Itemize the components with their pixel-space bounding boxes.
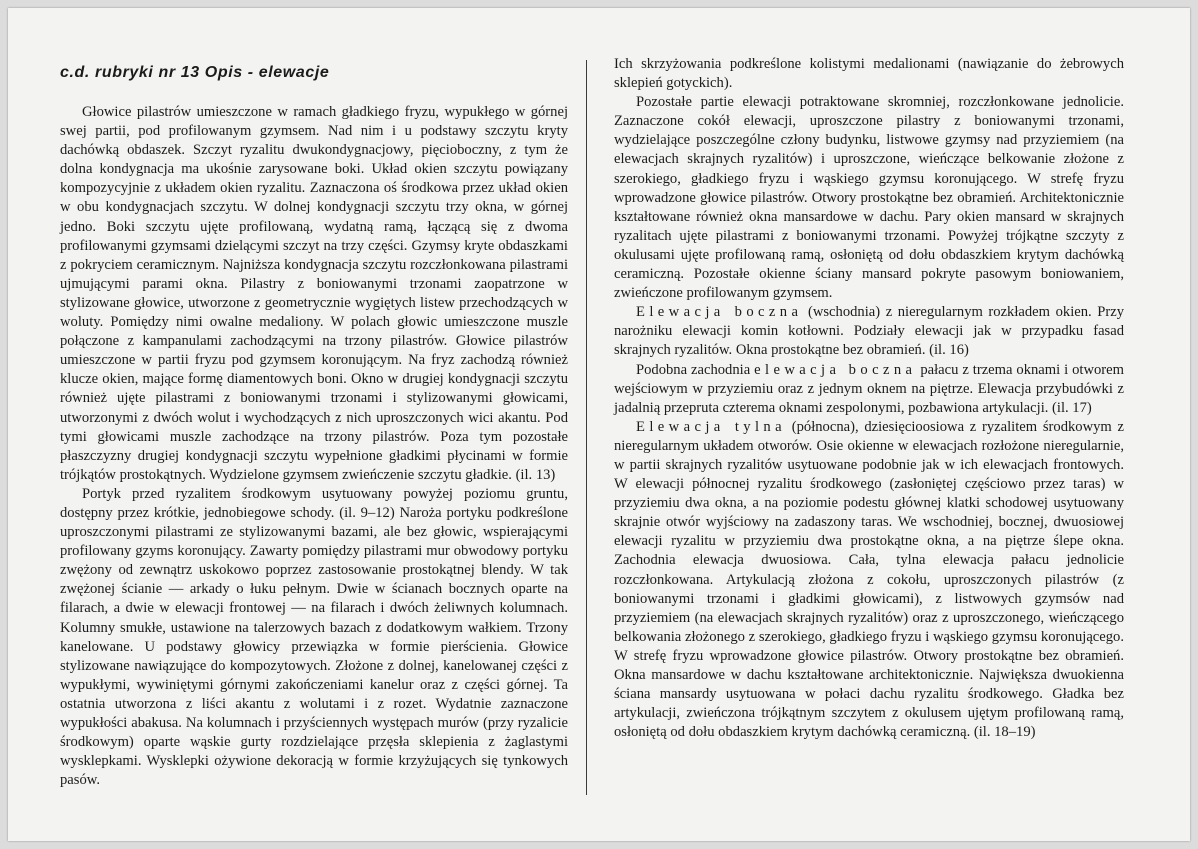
paragraph-continuation: Ich skrzyżowania podkreślone kolistymi medalionami (nawiązanie do żebrowych sklepień gotyckich). (614, 56, 1124, 92)
paragraph-other-parts: Pozostałe partie elewacji potraktowane skromniej, rozczłonkowane jednolicie. Zaznaczone cokół elewacji, uproszczone pilastry z boniowanymi trzonami, wydzielające poszczególne człony budynku, listwowe gzymsy nad przyziemiem (na elewacjach skrajnych ryzalitów) i uproszczone, wieńczące belkowanie złożone z szerokiego, gładkiego fryzu i wąskiego gzymsu koronującego. W strefę fryzu wprowadzone głowice pilastrów. Otwory prostokątne bez obramień. Architektonicznie kształtowane również okna mansardowe w dachu. Pary okien mansard w skrajnych ryzalitach ujęte pilastrami z boniowanymi trzonami. Powyżej trójkątne szczyty z okulusami ujęte profilowaną ramą, osłoniętą od dołu obdaszkiem krytym dachówką ceramiczną. Pozostałe okienne ściany mansard pokryte pasowym boniowaniem, zwieńczone profilowanym gzymsem. (614, 94, 1124, 302)
rear-elevation-text: (północna), dziesięcioosiowa z ryzalitem środkowym z nieregularnym układem otworów. Osie okienne w elewacjach rozłożone nieregularnie, w partii skrajnych ryzalitów usytuowane podobnie jak w ich elewacjach frontowych. W elewacji północnej ryzalitu środkowego (zasłoniętej częściowo przez taras) w przyziemiu dwa okna, a na poziomie podestu głównej klatki schodowej usytuowany skrajnie otwór wyjściowy na zadaszony taras. We wschodniej, bocznej, dwuosiowej elewacji ryzalitu w przyziemiu dwa prostokątne okna, a na piętrze ślepe okna. Zachodnia elewacja dwuosiowa. Cała, tylna elewacja pałacu jednolicie rozczłonkowana. Artykulacją złożona z cokołu, uproszczonych pilastrów (z boniowanymi trzonami i gładkimi głowicami), z listwowych gzymsów nad przyziemiem (na elewacjach skrajnych ryzalitów) oraz z uproszczonego, wieńczącego belkowania złożonego z szerokiego, gładkiego fryzu i wąskiego gzymsu koronującego. W strefę fryzu wprowadzone głowice pilastrów. Otwory prostokątne bez obramień. Okna mansardowe w dachu kształtowane architektonicznie. Największa dwuokienna ściana mansardy usytuowana w połaci dachu ryzalitu środkowego. Gładka bez artykulacji, zwieńczona trójkątnym szczytem z okulusem ujętym profilowaną ramą, osłoniętą od dołu obdaszkiem krytym dachówką ceramiczną. (il. 18–19) (614, 418, 1124, 741)
column-divider (586, 60, 587, 795)
paragraph-west-elevation (614, 361, 1124, 418)
west-elevation-text: pałacu z trzema oknami i otworem wejściowym w przyziemiu oraz z jednym oknem na piętrze. Elewacja przybudówki z jadalnią przepruta czterema oknami zespolonymi, pozbawiona artykulacji. (il. 17) (614, 361, 1124, 416)
east-elevation-lead: Elewacja boczna (636, 304, 803, 321)
document-page (8, 8, 1190, 841)
paragraph-portico: Portyk przed ryzalitem środkowym usytuowany powyżej poziomu gruntu, dostępny przez krótkie, jednobiegowe schody. (il. 9–12) Naroża portyku podkreślone uproszczonymi pilastrami ze stylizowanymi bazami, ale bez głowic, wspierającymi profilowany gzyms koronujący. Zawarty pomiędzy pilastrami mur obwodowy portyku zwężony od zewnątrz uskokowo poprzez zastosowanie prostokątnej blendy. W tak zwężonej ścianie — arkady o łuku pełnym. Dwie w ścianach bocznych oparte na filarach, a dwie w elewacji frontowej — na filarach i dwóch żeliwnych kolumnach. Kolumny smukłe, ustawione na talerzowych bazach z dodatkowym wałkiem. Trzony kanelowane. U podstawy głowicy przewiązka w formie pierścienia. Głowice stylizowane nawiązujące do kompozytowych. Złożone z dolnej, kanelowanej części z wypukłymi, wywiniętymi górnymi zakończeniami kanelur oraz z części górnej. Ta ostatnia utworzona z liści akantu z wolutami i z rozet. Wydatnie zaznaczone wypukłości abakusa. Na kolumnach i przyściennych występach murów (przy ryzalicie środkowym) oparte wąskie gurty rozdzielające przęsła sklepienia z żaglastymi wysklepkami. Wysklepki ożywione dekoracją w formie krzyżujących się tynkowych pasów. (60, 485, 568, 789)
west-elevation-lead: elewacja boczna (754, 361, 917, 378)
west-elevation-prefix: Podobna zachodnia (636, 361, 755, 378)
right-column (614, 55, 1124, 742)
section-heading: c.d. rubryki nr 13 Opis - elewacje (60, 64, 330, 81)
paragraph-east-elevation (614, 303, 1124, 360)
paragraph-capitals: Głowice pilastrów umieszczone w ramach gładkiego fryzu, wypukłego w górnej swej partii, pod profilowanym gzymsem. Nad nim i u podstawy szczytu kryty dachówką obdaszek. Szczyt ryzalitu dwukondygnacjowy, pięcioboczny, z tym że dolna kondygnacja ma ukośnie zarysowane boki. Układ okien szczytu powiązany kompozycyjnie z układem okien ryzalitu. Zaznaczona oś środkowa przez układ okien w obu kondygnacjach szczytu. W dolnej kondygnacji szczytu trzy okna, w górnej jedno. Boki szczytu ujęte profilowaną, wydatną ramą, łączącą się z dwoma profilowanymi gzymsami dzielącymi szczyt na trzy części. Gzymsy kryte obdaszkami z pokryciem ceramicznym. Najniższa kondygnacja szczytu rozczłonkowana pilastrami ujmującymi parami okna. Pilastry z boniowanymi trzonami zaopatrzone w stylizowane głowice, utworzone z geometrycznie wygiętych listew przechodzących w woluty. Pomiędzy nimi owalne medaliony. W polach głowic umieszczone muszle połączone z kampanulami zachodzącymi na trzony pilastrów. Głowice pilastrów umieszczone w partii fryzu pod gzymsem koronującym. Na fryz zachodzą również klucze okien, mające formę diamentowych boni. Okno w drugiej kondygnacji szczytu również ujęte pilastrami z boniowanymi trzonami i stylizowanymi głowicami, utworzonymi z dwóch wolut i wychodzących z nich uproszczonych wici akantu. Pod tymi głowicami muszle zachodzące na trzony pilastrów. Poza tym pozostałe płaszczyzny drugiej kondygnacji szczytu wypełnione gładkimi płycinami w formie trójkątów prostokątnych. Wydzielone gzymsem zwieńczenie szczytu gładkie. (il. 13) (60, 104, 568, 483)
left-column (60, 103, 568, 790)
rear-elevation-lead: Elewacja tylna (636, 418, 786, 435)
east-elevation-text: (wschodnia) z nieregularnym rozkładem okien. Przy narożniku elewacji komin kotłowni. Podziały elewacji jak w przypadku fasad skrajnych ryzalitów. Okna prostokątne bez obramień. (il. 16) (614, 304, 1124, 359)
paragraph-rear-elevation (614, 418, 1124, 743)
